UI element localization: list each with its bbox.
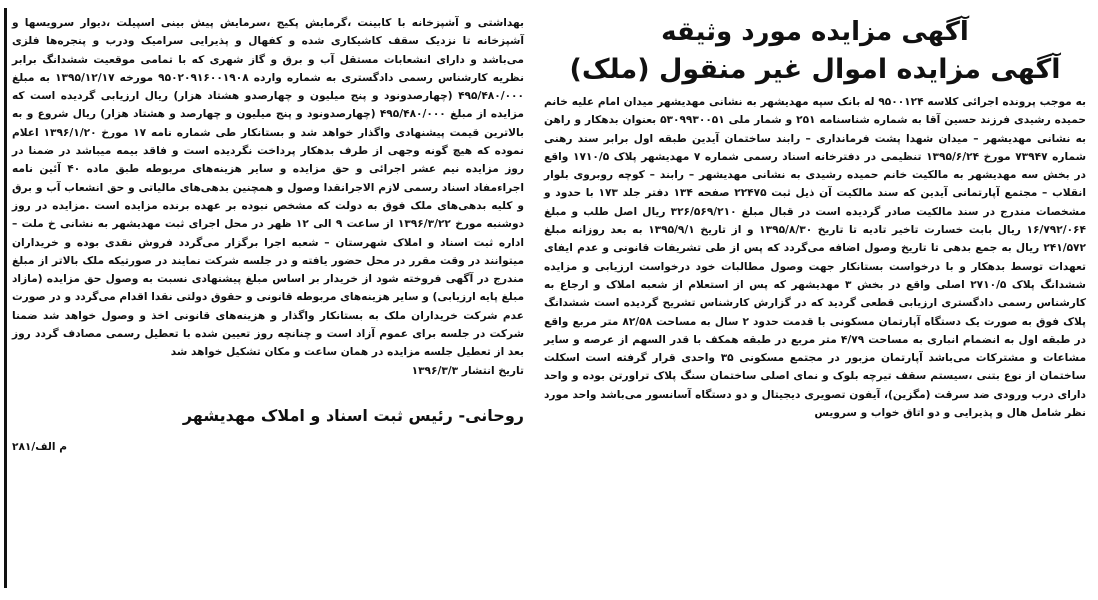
right-column <box>534 14 1086 592</box>
title-collateral-auction: آگهی مزایده مورد وثیقه <box>661 17 969 47</box>
left-border-rule <box>4 8 7 588</box>
right-column-body: به موجب پرونده اجرائی کلاسه ۹۵۰۰۱۲۴ له بانک سپه مهدیشهر به نشانی مهدیشهر میدان امام علیه خانم حمیده رشیدی فرزند حسین آقا به شماره شناسنامه ۲۵۱ و شمار ملی ۵۳۰۹۹۳۰۰۵۱ بعنوان بدهکار و راهن به نشانی مهدیشهر – میدان شهدا پشت فرمانداری – رابند ساختمان آیدین طبقه اول برابر سند رهنی شماره ۷۳۹۴۷ مورخ ۱۳۹۵/۶/۲۴ تنظیمی در دفترخانه اسناد رسمی شماره ۷ مهدیشهر پلاک ۱۷۱۰/۵ واقع در بخش سه مهدیشهر به مالکیت خانم حمیده رشیدی به نشانی مهدیشهر – رابند – کوچه روبروی بلوار انقلاب – مجتمع آپارتمانی آیدین که سند مالکیت آن ذیل ثبت ۲۲۴۷۵ صفحه ۱۳۴ دفتر جلد ۱۷۳ با حدود و مشخصات مندرج در سند مالکیت صادر گردیده است در قبال مبلغ ۳۲۶/۵۶۹/۲۱۰ ریال اصل طلب و مبلغ ۱۶/۷۹۲/۰۶۴ ریال بابت خسارت تاخیر تادیه تا تاریخ ۱۳۹۵/۸/۳۰ و از تاریخ ۱۳۹۵/۹/۱ به بعد روزانه مبلغ ۲۴۱/۵۷۲ ریال به جمع بدهی تا تاریخ وصول اضافه می‌گردد که پس از طی تشریفات قانونی و عدم ایفای تعهدات توسط بدهکار و با درخواست بستانکار جهت وصول مطالبات خود درخواست ارزیابی و مزایده ششدانگ پلاک ۲۷۱۰/۵ اصلی واقع در بخش ۳ مهدیشهر که پس از استعلام از شعبه املاک و ارجاع به کارشناس رسمی دادگستری ارزیابی قطعی گردید که در گزارش کارشناس تشریح گردیده است ششدانگ پلاک فوق به صورت یک دستگاه آپارتمان مسکونی با قدمت حدود ۲ سال به مساحت ۸۲/۵۸ متر مربع واقع در طبقه اول به انضمام انباری به مساحت ۴/۷۹ متر مربع در طبقه همکف با قدر السهم از عرصه و سایر مشاعات و مشترکات می‌باشد آپارتمان مزبور در مجتمع مسکونی ۳۵ واحدی قرار گرفته است اسکلت ساختمان از نوع بتنی ،سیستم سقف تیرچه بلوک و نمای اصلی ساختمان سنگ پلاک تراورتن بوده و واحد دارای درب ورودی ضد سرقت (مگزین)، آیفون تصویری دیجیتال و دو دستگاه آسانسور می‌باشد واحد مورد نظر شامل هال و پذیرایی و دو اتاق خواب و سرویس <box>544 95 1087 419</box>
publish-date: تاریخ انتشار ۱۳۹۶/۳/۳ <box>411 364 524 377</box>
reference-number: م الف/۲۸۱ <box>12 440 67 453</box>
left-column <box>12 14 534 592</box>
left-column-body: بهداشتی و آشپزخانه با کابینت ،گرمایش پکیج ،سرمایش پیش بینی اسپیلت ،دیوار سرویسها و آشپزخانه تا نزدیک سقف کاشیکاری شده و کفهال و پذیرایی سرامیک ودرب و پنجره‌ها فلزی می‌باشد و دارای انشعابات مستقل آب و برق و گاز شهری که با تمامی موقعیت ششدانگ برابر نظریه کارشناس رسمی دادگستری به شماره وارده ۹۵۰۲۰۹۱۶۰۰۱۹۰۸ مورخه ۱۳۹۵/۱۲/۱۷ به مبلغ ۴۹۵/۴۸۰/۰۰۰ (چهارصدونود و پنج میلیون و چهارصدو هشتاد هزار) ریال ارزیابی گردیده است که مزایده از مبلغ ۴۹۵/۴۸۰/۰۰۰ (چهارصدونود و پنج میلیون و چهارصد و هشتاد هزار) ریال شروع و به بالاترین قیمت پیشنهادی واگذار خواهد شد و بستانکار طی شماره نامه ۱۷ مورخ ۱۳۹۶/۱/۲۰ اعلام نموده که هیچ گونه وجهی از طرف بدهکار پرداخت نگردیده است و فاقد بیمه میباشد در ضمنا در روز مزایده نیم عشر اجرائی و حق مزایده و سایر هزینه‌های مربوطه طبق ماده ۴۰ آئین نامه اجراءمفاد اسناد رسمی لازم الاجرانقدا وصول و همچنین بدهی‌های مالیاتی و حق انشعاب آب و برق و کلیه بدهی‌های ملک فوق به دولت که مشخص نبوده بر عهده برنده مزایده است .مزایده در روز دوشنبه مورخ ۱۳۹۶/۳/۲۲ از ساعت ۹ الی ۱۲ ظهر در محل اجرای ثبت مهدیشهر به نشانی خ ملت – اداره ثبت اسناد و املاک شهرستان – شعبه اجرا برگزار می‌گردد فروش نقدی بوده و خریداران میتوانند در وقت مقرر در محل حضور یافته و در جلسه شرکت نمایند در صورتیکه ملک بالاتر از مبلغ مندرج در آگهی فروخته شود از خریدار بر اساس مبلغ پیشنهادی نسبت به وصول حق مزایده (مازاد مبلغ پایه ارزیابی) و سایر هزینه‌های مربوطه قانونی و حقوق دولتی نقدا اقدام می‌گردد و در صورت عدم شرکت خریداران ملک به بستانکار واگذار و هزینه‌های قانونی اخذ و وصول خواهد شد ضمنا شرکت در جلسه برای عموم آزاد است و چنانچه روز تعیین شده با تعطیل رسمی مصادف گردد روز بعد از تعطیل جلسه مزایده در همان ساعت و مکان تشکیل خواهد شد <box>12 17 524 359</box>
title-real-estate-auction: آگهی مزایده اموال غیر منقول (ملک) <box>569 53 1061 85</box>
ad-columns <box>12 14 1086 592</box>
signature: روحانی- رئیس ثبت اسناد و املاک مهدیشهر <box>182 405 524 425</box>
